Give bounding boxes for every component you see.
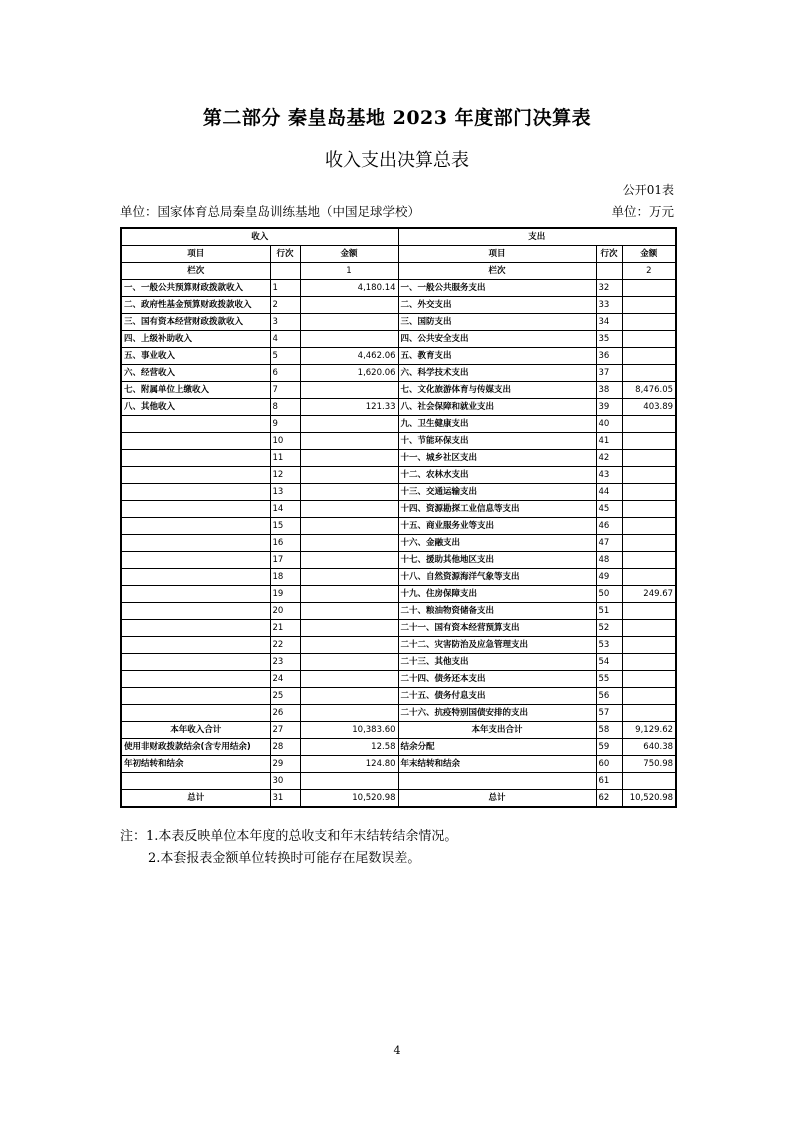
table-row: [121, 773, 676, 790]
table-row: [121, 518, 676, 535]
income-amount-cell: [300, 620, 398, 637]
income-rowno-cell: 19: [270, 586, 300, 603]
income-rowno-cell: 4: [270, 331, 300, 348]
expense-item-cell: 二十五、债务付息支出: [398, 688, 596, 705]
column-header-row: [121, 246, 676, 263]
income-rowno-cell: 25: [270, 688, 300, 705]
income-item-cell: [121, 688, 270, 705]
empty-cell: [270, 263, 300, 280]
expense-item-cell: [398, 773, 596, 790]
income-amount-cell: [300, 637, 398, 654]
income-rowno-cell: 27: [270, 722, 300, 739]
income-amount-cell: [300, 654, 398, 671]
expense-item-cell: 十、节能环保支出: [398, 433, 596, 450]
table-row: [121, 399, 676, 416]
expense-item-cell: 十一、城乡社区支出: [398, 450, 596, 467]
expense-item-cell: 五、教育支出: [398, 348, 596, 365]
table-row: [121, 722, 676, 739]
income-amount-cell: [300, 586, 398, 603]
income-amount-cell: [300, 450, 398, 467]
income-amount-cell: [300, 518, 398, 535]
table-row: [121, 297, 676, 314]
table-row: [121, 671, 676, 688]
income-item-cell: 本年收入合计: [121, 722, 270, 739]
income-item-cell: 八、其他收入: [121, 399, 270, 416]
income-rowno-cell: 23: [270, 654, 300, 671]
income-item-cell: [121, 484, 270, 501]
expense-amount-header: 金额: [622, 246, 676, 263]
income-amount-cell: [300, 535, 398, 552]
income-item-cell: [121, 773, 270, 790]
income-item-cell: [121, 637, 270, 654]
expense-amount-cell: [622, 552, 676, 569]
income-item-cell: 二、政府性基金预算财政拨款收入: [121, 297, 270, 314]
income-rowno-cell: 18: [270, 569, 300, 586]
expense-item-cell: 十七、援助其他地区支出: [398, 552, 596, 569]
expense-rowno-cell: 33: [596, 297, 622, 314]
expense-amount-cell: [622, 365, 676, 382]
expense-amount-cell: [622, 688, 676, 705]
expense-item-cell: 六、科学技术支出: [398, 365, 596, 382]
income-item-cell: [121, 450, 270, 467]
income-amount-cell: 121.33: [300, 399, 398, 416]
income-amount-cell: [300, 671, 398, 688]
expense-rowno-header: 行次: [596, 246, 622, 263]
income-item-cell: [121, 518, 270, 535]
expense-item-cell: 二十、粮油物资储备支出: [398, 603, 596, 620]
income-item-cell: 四、上级补助收入: [121, 331, 270, 348]
income-amount-cell: [300, 603, 398, 620]
table-row: [121, 586, 676, 603]
expense-rowno-cell: 52: [596, 620, 622, 637]
expense-rowno-cell: 54: [596, 654, 622, 671]
expense-amount-cell: [622, 416, 676, 433]
expense-rowno-cell: 38: [596, 382, 622, 399]
table-row: [121, 535, 676, 552]
income-amount-cell: [300, 314, 398, 331]
expense-item-cell: 七、文化旅游体育与传媒支出: [398, 382, 596, 399]
expense-rowno-cell: 59: [596, 739, 622, 756]
expense-rowno-cell: 47: [596, 535, 622, 552]
income-amount-cell: [300, 501, 398, 518]
expense-item-cell: 十二、农林水支出: [398, 467, 596, 484]
expense-amount-cell: 8,476.05: [622, 382, 676, 399]
income-amount-cell: [300, 433, 398, 450]
income-amount-cell: [300, 569, 398, 586]
expense-item-header: 项目: [398, 246, 596, 263]
income-rowno-cell: 2: [270, 297, 300, 314]
expense-item-cell: 八、社会保障和就业支出: [398, 399, 596, 416]
income-item-cell: [121, 671, 270, 688]
income-rowno-cell: 16: [270, 535, 300, 552]
expense-amount-cell: [622, 603, 676, 620]
expense-item-cell: 二十三、其他支出: [398, 654, 596, 671]
expense-rowno-cell: 44: [596, 484, 622, 501]
income-item-cell: [121, 416, 270, 433]
expense-row-label: 栏次: [398, 263, 596, 280]
notes: [120, 826, 457, 870]
group-header-row: [121, 228, 676, 246]
expense-rowno-cell: 32: [596, 280, 622, 297]
expense-item-cell: 四、公共安全支出: [398, 331, 596, 348]
income-item-cell: 三、国有资本经营财政拨款收入: [121, 314, 270, 331]
income-item-cell: 五、事业收入: [121, 348, 270, 365]
table-row: [121, 654, 676, 671]
income-item-cell: 年初结转和结余: [121, 756, 270, 773]
income-item-cell: [121, 705, 270, 722]
income-rowno-cell: 20: [270, 603, 300, 620]
income-rowno-cell: 1: [270, 280, 300, 297]
income-amount-cell: [300, 773, 398, 790]
income-amount-cell: [300, 297, 398, 314]
table-row: [121, 365, 676, 382]
income-item-cell: [121, 467, 270, 484]
expense-amount-cell: 640.38: [622, 739, 676, 756]
income-rowno-cell: 21: [270, 620, 300, 637]
income-amount-cell: [300, 416, 398, 433]
income-item-cell: [121, 501, 270, 518]
income-amount-cell: [300, 331, 398, 348]
income-rowno-header: 行次: [270, 246, 300, 263]
income-item-cell: 七、附属单位上缴收入: [121, 382, 270, 399]
table-code: 公开01表: [622, 183, 674, 197]
expense-item-cell: 二十一、国有资本经营预算支出: [398, 620, 596, 637]
income-rowno-cell: 12: [270, 467, 300, 484]
expense-amount-cell: [622, 705, 676, 722]
income-amount-cell: 12.58: [300, 739, 398, 756]
expense-item-cell: 十九、住房保障支出: [398, 586, 596, 603]
income-item-cell: 六、经营收入: [121, 365, 270, 382]
expense-amount-cell: [622, 297, 676, 314]
expense-rowno-cell: 55: [596, 671, 622, 688]
income-rowno-cell: 8: [270, 399, 300, 416]
expense-amount-cell: 403.89: [622, 399, 676, 416]
income-amount-cell: [300, 382, 398, 399]
expense-amount-cell: [622, 620, 676, 637]
expense-amount-cell: [622, 433, 676, 450]
income-amount-header: 金额: [300, 246, 398, 263]
income-rowno-cell: 17: [270, 552, 300, 569]
income-amount-cell: 1,620.06: [300, 365, 398, 382]
main-title: 第二部分 秦皇岛基地 2023 年度部门决算表: [202, 107, 592, 129]
expense-item-cell: 十八、自然资源海洋气象等支出: [398, 569, 596, 586]
income-item-cell: [121, 433, 270, 450]
income-rowno-cell: 9: [270, 416, 300, 433]
expense-rowno-cell: 36: [596, 348, 622, 365]
reporting-unit: 单位：国家体育总局秦皇岛训练基地（中国足球学校）: [120, 204, 421, 219]
expense-column-number: 2: [622, 263, 676, 280]
expense-amount-cell: 9,129.62: [622, 722, 676, 739]
expense-group-header: 支出: [398, 228, 676, 246]
expense-item-cell: 二十六、抗疫特别国债安排的支出: [398, 705, 596, 722]
expense-amount-cell: [622, 450, 676, 467]
income-amount-cell: [300, 467, 398, 484]
income-amount-cell: 10,383.60: [300, 722, 398, 739]
income-amount-cell: [300, 484, 398, 501]
table-row: [121, 280, 676, 297]
income-rowno-cell: 5: [270, 348, 300, 365]
income-item-cell: [121, 586, 270, 603]
expense-rowno-cell: 53: [596, 637, 622, 654]
expense-amount-cell: 249.67: [622, 586, 676, 603]
expense-item-cell: 十三、交通运输支出: [398, 484, 596, 501]
expense-rowno-cell: 60: [596, 756, 622, 773]
expense-rowno-cell: 48: [596, 552, 622, 569]
expense-amount-cell: [622, 467, 676, 484]
income-row-label: 栏次: [121, 263, 270, 280]
expense-rowno-cell: 43: [596, 467, 622, 484]
income-item-cell: 总计: [121, 790, 270, 808]
expense-item-cell: 九、卫生健康支出: [398, 416, 596, 433]
income-amount-cell: [300, 705, 398, 722]
table-row: [121, 620, 676, 637]
income-rowno-cell: 31: [270, 790, 300, 808]
expense-rowno-cell: 39: [596, 399, 622, 416]
table-row: [121, 314, 676, 331]
income-amount-cell: 4,180.14: [300, 280, 398, 297]
table-row: [121, 382, 676, 399]
expense-rowno-cell: 61: [596, 773, 622, 790]
income-rowno-cell: 22: [270, 637, 300, 654]
expense-amount-cell: [622, 637, 676, 654]
table-row: [121, 637, 676, 654]
table-row: [121, 348, 676, 365]
income-amount-cell: 10,520.98: [300, 790, 398, 808]
table-row: [121, 705, 676, 722]
table-row: [121, 790, 676, 808]
table-row: [121, 756, 676, 773]
expense-item-cell: 年末结转和结余: [398, 756, 596, 773]
table-row: [121, 569, 676, 586]
table-row: [121, 501, 676, 518]
table-row: [121, 467, 676, 484]
income-item-cell: [121, 552, 270, 569]
income-item-cell: [121, 620, 270, 637]
table-row: [121, 552, 676, 569]
income-rowno-cell: 3: [270, 314, 300, 331]
expense-rowno-cell: 37: [596, 365, 622, 382]
expense-amount-cell: [622, 484, 676, 501]
expense-item-cell: 二十二、灾害防治及应急管理支出: [398, 637, 596, 654]
income-item-cell: [121, 535, 270, 552]
expense-rowno-cell: 49: [596, 569, 622, 586]
expense-amount-cell: 750.98: [622, 756, 676, 773]
table-row: [121, 484, 676, 501]
page-number: 4: [393, 1044, 401, 1057]
expense-amount-cell: [622, 654, 676, 671]
income-item-cell: 一、一般公共预算财政拨款收入: [121, 280, 270, 297]
income-rowno-cell: 26: [270, 705, 300, 722]
expense-item-cell: 十四、资源勘探工业信息等支出: [398, 501, 596, 518]
note-2: 2.本套报表金额单位转换时可能存在尾数误差。: [148, 851, 421, 866]
table-row: [121, 450, 676, 467]
income-rowno-cell: 28: [270, 739, 300, 756]
expense-amount-cell: [622, 280, 676, 297]
expense-amount-cell: [622, 569, 676, 586]
income-rowno-cell: 30: [270, 773, 300, 790]
expense-item-cell: 二十四、债务还本支出: [398, 671, 596, 688]
expense-amount-cell: [622, 314, 676, 331]
income-rowno-cell: 15: [270, 518, 300, 535]
expense-item-cell: 二、外交支出: [398, 297, 596, 314]
expense-rowno-cell: 45: [596, 501, 622, 518]
expense-rowno-cell: 42: [596, 450, 622, 467]
table-row: [121, 433, 676, 450]
expense-item-cell: 十六、金融支出: [398, 535, 596, 552]
income-expense-table: [120, 227, 677, 808]
table-row: [121, 688, 676, 705]
income-rowno-cell: 13: [270, 484, 300, 501]
income-rowno-cell: 11: [270, 450, 300, 467]
income-rowno-cell: 7: [270, 382, 300, 399]
expense-rowno-cell: 62: [596, 790, 622, 808]
empty-cell: [596, 263, 622, 280]
expense-item-cell: 总计: [398, 790, 596, 808]
income-item-cell: [121, 569, 270, 586]
expense-rowno-cell: 46: [596, 518, 622, 535]
sub-title: 收入支出决算总表: [325, 150, 469, 171]
table-row: [121, 739, 676, 756]
income-column-number: 1: [300, 263, 398, 280]
expense-rowno-cell: 51: [596, 603, 622, 620]
expense-amount-cell: [622, 773, 676, 790]
table-row: [121, 331, 676, 348]
income-item-header: 项目: [121, 246, 270, 263]
income-rowno-cell: 10: [270, 433, 300, 450]
expense-amount-cell: [622, 518, 676, 535]
income-group-header: 收入: [121, 228, 398, 246]
expense-rowno-cell: 35: [596, 331, 622, 348]
expense-rowno-cell: 57: [596, 705, 622, 722]
note-1: 注：1.本表反映单位本年度的总收支和年末结转结余情况。: [120, 829, 458, 844]
table-row: [121, 603, 676, 620]
expense-item-cell: 三、国防支出: [398, 314, 596, 331]
expense-amount-cell: [622, 501, 676, 518]
income-rowno-cell: 24: [270, 671, 300, 688]
expense-amount-cell: [622, 671, 676, 688]
column-index-row: [121, 263, 676, 280]
table-row: [121, 416, 676, 433]
expense-rowno-cell: 40: [596, 416, 622, 433]
currency-unit: 单位：万元: [611, 204, 674, 219]
expense-rowno-cell: 56: [596, 688, 622, 705]
income-amount-cell: [300, 688, 398, 705]
expense-rowno-cell: 58: [596, 722, 622, 739]
income-amount-cell: 124.80: [300, 756, 398, 773]
income-item-cell: [121, 654, 270, 671]
expense-amount-cell: [622, 535, 676, 552]
income-item-cell: 使用非财政拨款结余(含专用结余): [121, 739, 270, 756]
expense-item-cell: 结余分配: [398, 739, 596, 756]
expense-item-cell: 一、一般公共服务支出: [398, 280, 596, 297]
income-amount-cell: 4,462.06: [300, 348, 398, 365]
expense-amount-cell: 10,520.98: [622, 790, 676, 808]
expense-amount-cell: [622, 348, 676, 365]
expense-item-cell: 本年支出合计: [398, 722, 596, 739]
expense-rowno-cell: 50: [596, 586, 622, 603]
income-item-cell: [121, 603, 270, 620]
income-amount-cell: [300, 552, 398, 569]
income-rowno-cell: 14: [270, 501, 300, 518]
expense-rowno-cell: 34: [596, 314, 622, 331]
expense-amount-cell: [622, 331, 676, 348]
expense-rowno-cell: 41: [596, 433, 622, 450]
income-rowno-cell: 29: [270, 756, 300, 773]
income-rowno-cell: 6: [270, 365, 300, 382]
expense-item-cell: 十五、商业服务业等支出: [398, 518, 596, 535]
